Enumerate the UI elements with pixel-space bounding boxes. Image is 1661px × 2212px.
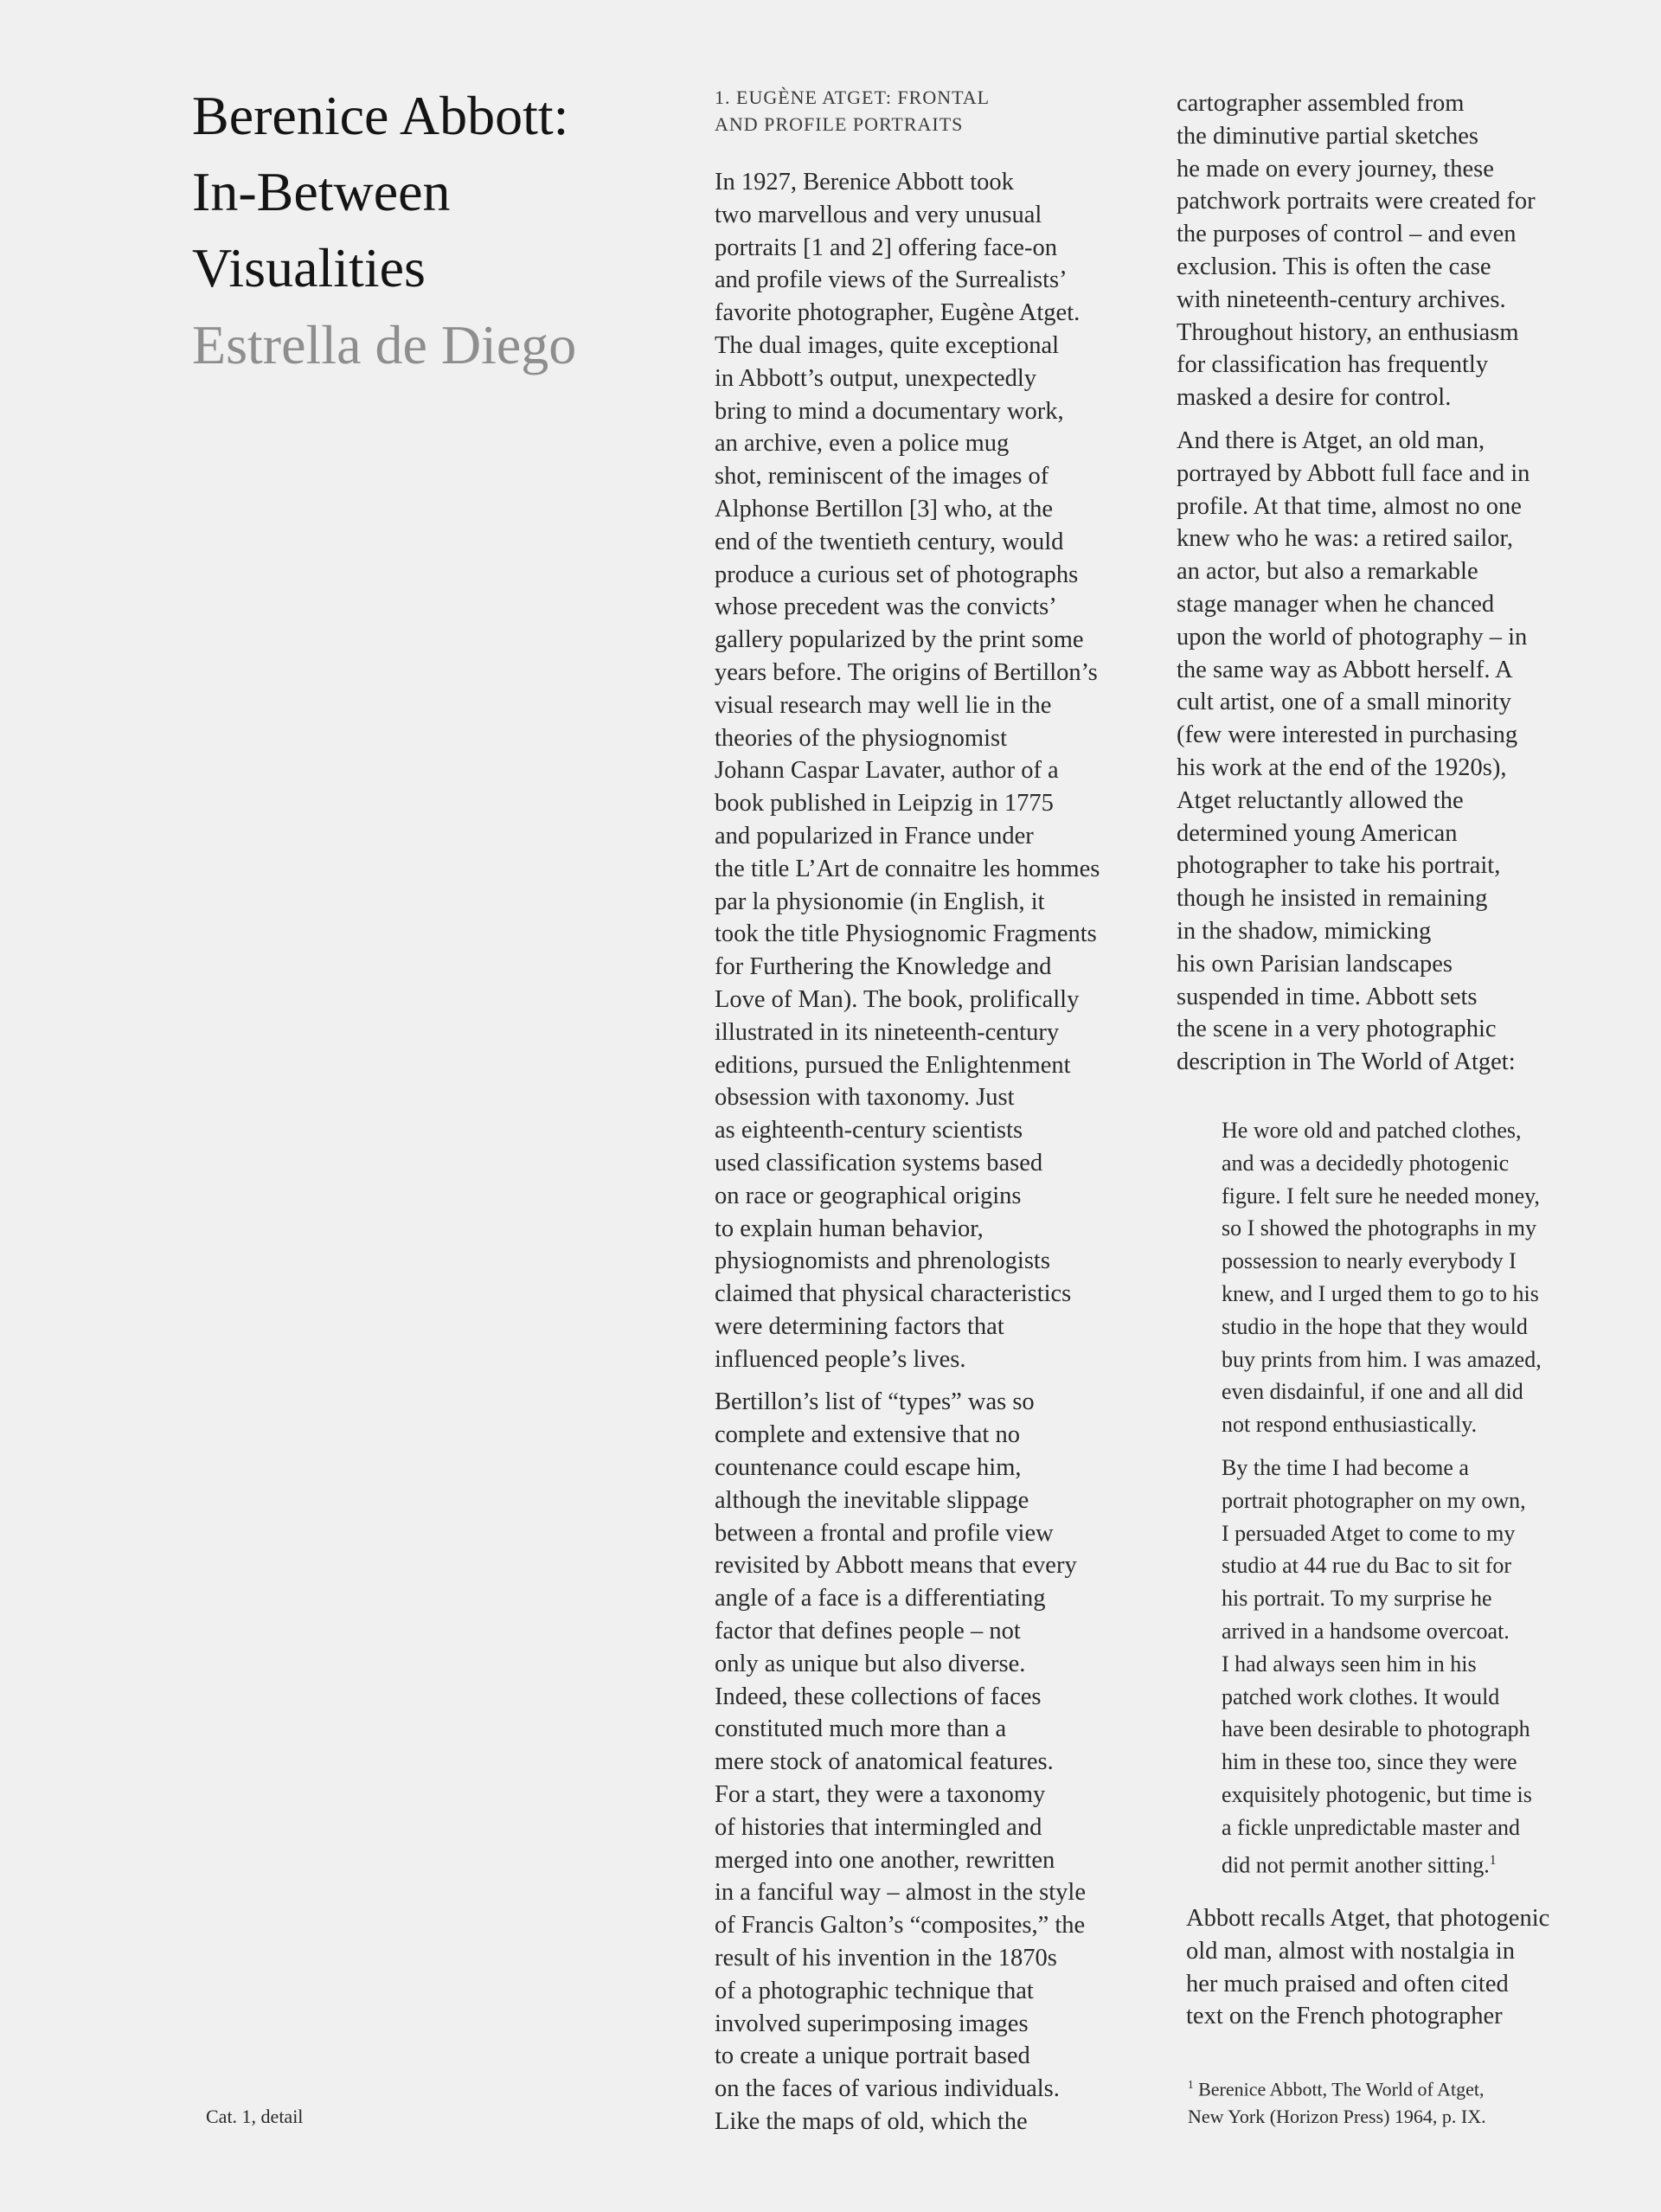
text-line: possession to nearly everybody I xyxy=(1222,1248,1517,1274)
text-line: for Furthering the Knowledge and xyxy=(715,953,1052,981)
paragraph xyxy=(715,166,1147,1375)
block-quote xyxy=(1222,1114,1619,1882)
text-line: old man, almost with nostalgia in xyxy=(1186,1937,1515,1965)
text-line: text on the French photographer xyxy=(1186,2003,1503,2030)
text-line: used classification systems based xyxy=(715,1149,1043,1177)
text-line: upon the world of photography – in xyxy=(1177,623,1528,651)
text-line: of histories that intermingled and xyxy=(715,1813,1042,1841)
text-line: and popularized in France under xyxy=(715,822,1034,850)
text-line: (few were interested in purchasing xyxy=(1177,721,1518,749)
footnote xyxy=(1188,2071,1486,2131)
text-line: in a fanciful way – almost in the style xyxy=(715,1879,1086,1907)
text-line: end of the twentieth century, would xyxy=(715,528,1064,555)
text-line: In 1927, Berenice Abbott took xyxy=(715,169,1014,196)
text-line: I had always seen him in his xyxy=(1222,1651,1477,1677)
text-line: suspended in time. Abbott sets xyxy=(1177,983,1478,1010)
paragraph xyxy=(1186,1902,1619,2033)
paragraph xyxy=(715,1386,1147,2138)
text-line: And there is Atget, an old man, xyxy=(1177,426,1485,454)
text-line: his own Parisian landscapes xyxy=(1177,950,1453,978)
text-line: figure. I felt sure he needed money, xyxy=(1222,1183,1540,1209)
text-line: portrayed by Abbott full face and in xyxy=(1177,459,1530,487)
text-line: masked a desire for control. xyxy=(1177,384,1452,412)
text-line: with nineteenth-century archives. xyxy=(1177,285,1506,313)
text-line: obsession with taxonomy. Just xyxy=(715,1084,1015,1112)
text-line: he made on every journey, these xyxy=(1177,155,1494,183)
text-line: description in The World of Atget: xyxy=(1177,1048,1516,1076)
paragraph xyxy=(1177,425,1609,1079)
body-column-1 xyxy=(715,166,1147,2138)
text-line: arrived in a handsome overcoat. xyxy=(1222,1618,1510,1644)
text-line: for classification has frequently xyxy=(1177,351,1489,379)
text-line: the same way as Abbott herself. A xyxy=(1177,656,1513,683)
text-line: He wore old and patched clothes, xyxy=(1222,1118,1522,1143)
section-heading-line: 1. EUGÈNE ATGET: FRONTAL xyxy=(715,87,991,108)
text-line: merged into one another, rewritten xyxy=(715,1846,1055,1874)
text-line: gallery popularized by the print some xyxy=(715,626,1084,654)
text-line: influenced people’s lives. xyxy=(715,1345,966,1373)
text-line: By the time I had become a xyxy=(1222,1454,1469,1480)
section-heading-line: AND PROFILE PORTRAITS xyxy=(715,113,964,135)
text-line: in Abbott’s output, unexpectedly xyxy=(715,364,1037,392)
text-line: visual research may well lie in the xyxy=(715,691,1052,719)
text-line: only as unique but also diverse. xyxy=(715,1650,1026,1677)
footnote-reference: 1 xyxy=(1489,1852,1497,1868)
text-line: shot, reminiscent of the images of xyxy=(715,463,1049,490)
text-line: as eighteenth-century scientists xyxy=(715,1117,1023,1144)
text-line: of a photographic technique that xyxy=(715,1977,1034,2004)
paragraph xyxy=(1177,87,1609,414)
text-line: Abbott recalls Atget, that photogenic xyxy=(1186,1905,1550,1932)
text-line: even disdainful, if one and all did xyxy=(1222,1379,1523,1405)
text-line: took the title Physiognomic Fragments xyxy=(715,920,1097,948)
text-line: complete and extensive that no xyxy=(715,1421,1020,1449)
text-line: the diminutive partial sketches xyxy=(1177,122,1479,150)
quote-paragraph xyxy=(1222,1114,1619,1441)
text-line: The dual images, quite exceptional xyxy=(715,331,1060,359)
text-line: have been desirable to photograph xyxy=(1222,1716,1530,1742)
text-line: editions, pursued the Enlightenment xyxy=(715,1051,1071,1079)
text-line: bring to mind a documentary work, xyxy=(715,397,1064,425)
text-line: Bertillon’s list of “types” was so xyxy=(715,1388,1035,1416)
text-line: years before. The origins of Bertillon’s xyxy=(715,658,1098,686)
title-line: In-Between xyxy=(192,161,451,222)
text-line: and profile views of the Surrealists’ xyxy=(715,266,1068,294)
text-line: portraits [1 and 2] offering face-on xyxy=(715,234,1057,261)
text-line: to create a unique portrait based xyxy=(715,2042,1030,2070)
text-line: her much praised and often cited xyxy=(1186,1970,1509,1997)
text-line: an actor, but also a remarkable xyxy=(1177,558,1478,586)
text-line: exclusion. This is often the case xyxy=(1177,253,1491,280)
text-line: cult artist, one of a small minority xyxy=(1177,689,1512,716)
title-line: Berenice Abbott: xyxy=(192,85,569,146)
footnote-marker: 1 xyxy=(1188,2078,1194,2091)
text-line: him in these too, since they were xyxy=(1222,1749,1517,1775)
body-column-2 xyxy=(1177,87,1609,1079)
text-line: his portrait. To my surprise he xyxy=(1222,1586,1492,1612)
text-line: involved superimposing images xyxy=(715,2010,1029,2037)
text-line: constituted much more than a xyxy=(715,1715,1007,1743)
text-line: in the shadow, mimicking xyxy=(1177,917,1432,945)
text-line: to explain human behavior, xyxy=(715,1215,984,1242)
text-line: portrait photographer on my own, xyxy=(1222,1487,1526,1513)
text-line: and was a decidedly photogenic xyxy=(1222,1150,1510,1176)
text-line: patchwork portraits were created for xyxy=(1177,188,1536,215)
footnote-line: New York (Horizon Press) 1964, p. IX. xyxy=(1188,2106,1486,2128)
text-line: the title L’Art de connaitre les hommes xyxy=(715,855,1100,882)
section-heading xyxy=(715,84,990,138)
text-line: the purposes of control – and even xyxy=(1177,221,1517,248)
text-line: I persuaded Atget to come to my xyxy=(1222,1520,1516,1546)
text-line: photographer to take his portrait, xyxy=(1177,852,1501,880)
text-line: buy prints from him. I was amazed, xyxy=(1222,1346,1542,1372)
text-line: par la physionomie (in English, it xyxy=(715,888,1045,915)
footnote-line: $^1$ Berenice Abbott, The World of Atget, xyxy=(1188,2078,1485,2100)
text-line: favorite photographer, Eugène Atget. xyxy=(715,299,1081,327)
image-caption: Cat. 1, detail xyxy=(206,2106,304,2127)
text-line: did not permit another sitting.$^1$ xyxy=(1222,1852,1497,1878)
text-line: knew, and I urged them to go to his xyxy=(1222,1280,1539,1306)
text-line: two marvellous and very unusual xyxy=(715,201,1042,228)
text-line: Atget reluctantly allowed the xyxy=(1177,786,1464,814)
text-line: book published in Leipzig in 1775 xyxy=(715,790,1054,817)
text-line: claimed that physical characteristics xyxy=(715,1280,1072,1308)
text-line: between a frontal and profile view xyxy=(715,1519,1054,1547)
text-line: profile. At that time, almost no one xyxy=(1177,492,1522,520)
text-line: determined young American xyxy=(1177,819,1458,847)
text-line: so I showed the photographs in my xyxy=(1222,1215,1536,1241)
text-line: Throughout history, an enthusiasm xyxy=(1177,318,1519,346)
text-line: although the inevitable slippage xyxy=(715,1486,1029,1514)
text-line: physiognomists and phrenologists xyxy=(715,1247,1050,1275)
text-line: patched work clothes. It would xyxy=(1222,1683,1500,1709)
text-line: cartographer assembled from xyxy=(1177,90,1465,117)
text-line: factor that defines people – not xyxy=(715,1618,1021,1645)
text-line: produce a curious set of photographs xyxy=(715,561,1079,588)
text-line: whose precedent was the convicts’ xyxy=(715,593,1057,621)
text-line: studio at 44 rue du Bac to sit for xyxy=(1222,1553,1512,1579)
text-line: were determining factors that xyxy=(715,1312,1004,1340)
author-name: Estrella de Diego xyxy=(192,314,577,375)
text-line: a fickle unpredictable master and xyxy=(1222,1814,1521,1840)
text-line: theories of the physiognomist xyxy=(715,724,1008,752)
text-line: countenance could escape him, xyxy=(715,1454,1022,1482)
closing-paragraph xyxy=(1186,1902,1619,2033)
text-line: Alphonse Bertillon [3] who, at the xyxy=(715,495,1054,523)
text-line: his work at the end of the 1920s), xyxy=(1177,753,1507,781)
text-line: For a start, they were a taxonomy xyxy=(715,1781,1046,1809)
title-line: Visualities xyxy=(192,237,426,298)
text-line: knew who he was: a retired sailor, xyxy=(1177,525,1514,553)
text-line: stage manager when he chanced xyxy=(1177,590,1495,618)
text-line: mere stock of anatomical features. xyxy=(715,1748,1054,1776)
text-line: Love of Man). The book, prolifically xyxy=(715,985,1080,1013)
text-line: of Francis Galton’s “composites,” the xyxy=(715,1912,1086,1940)
text-line: illustrated in its nineteenth-century xyxy=(715,1018,1060,1046)
text-line: Like the maps of old, which the xyxy=(715,2108,1028,2136)
text-line: result of his invention in the 1870s xyxy=(715,1945,1057,1972)
text-line: though he insisted in remaining xyxy=(1177,885,1488,913)
text-line: revisited by Abbott means that every xyxy=(715,1552,1077,1580)
quote-paragraph xyxy=(1222,1452,1619,1882)
text-line: angle of a face is a differentiating xyxy=(715,1585,1046,1613)
text-line: on the faces of various individuals. xyxy=(715,2075,1060,2103)
text-line: an archive, even a police mug xyxy=(715,430,1010,458)
text-line: Indeed, these collections of faces xyxy=(715,1683,1042,1710)
text-line: Johann Caspar Lavater, author of a xyxy=(715,757,1059,785)
article-title xyxy=(192,78,711,306)
text-line: not respond enthusiastically. xyxy=(1222,1412,1478,1438)
text-line: exquisitely photogenic, but time is xyxy=(1222,1781,1532,1807)
text-line: the scene in a very photographic xyxy=(1177,1016,1497,1043)
text-line: studio in the hope that they would xyxy=(1222,1313,1528,1339)
text-line: on race or geographical origins xyxy=(715,1182,1022,1209)
